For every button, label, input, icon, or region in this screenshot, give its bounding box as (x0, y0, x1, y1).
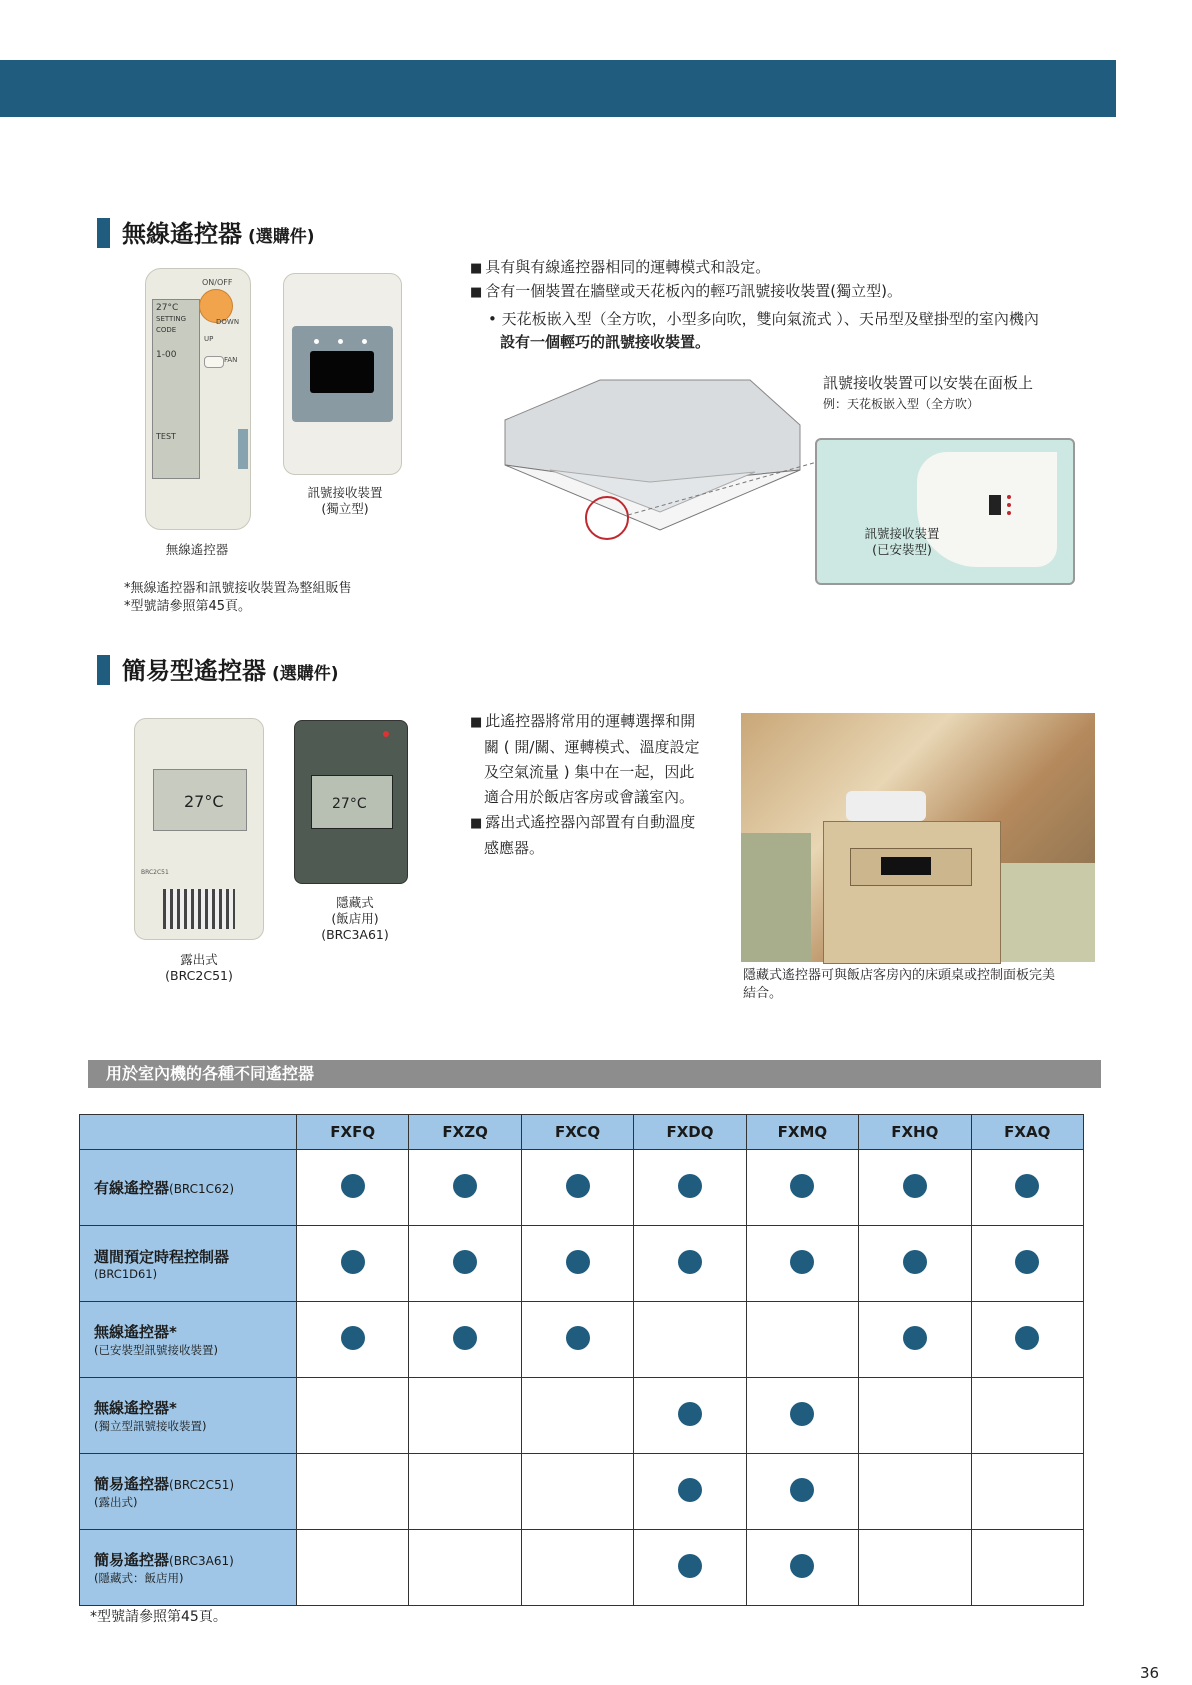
table-row (80, 1378, 1084, 1454)
availability-dot (678, 1554, 702, 1578)
remote-lcd (153, 769, 247, 831)
table-cell (634, 1302, 746, 1378)
cassette-body (505, 380, 800, 485)
remote-lcd (152, 299, 200, 479)
lcd-temp: 27°C (184, 792, 224, 811)
down-label: DOWN (216, 318, 240, 326)
availability-dot (790, 1250, 814, 1274)
row-label-model: (BRC1C62) (169, 1182, 235, 1196)
bullet-text: 關 ( 開/關、運轉模式、溫度設定 (484, 738, 700, 756)
column-header: FXMQ (746, 1115, 858, 1150)
section-subtitle: (選購件) (272, 664, 339, 684)
table-cell (746, 1150, 858, 1226)
availability-dot (566, 1174, 590, 1198)
section-title-simple (97, 651, 339, 686)
table-cell (746, 1226, 858, 1302)
table-cell (859, 1150, 971, 1226)
wireless-remote-label: 無線遙控器 (165, 542, 229, 557)
availability-dot (1015, 1326, 1039, 1350)
title-marker (97, 218, 110, 248)
table-header-row (80, 1115, 1084, 1150)
table-row (80, 1454, 1084, 1530)
lcd-time: 1-00 (156, 350, 177, 360)
row-label-main-line (94, 1246, 295, 1267)
row-label (80, 1530, 297, 1606)
row-label (80, 1226, 297, 1302)
table-cell (859, 1378, 971, 1454)
row-label-main: 簡易遙控器 (94, 1475, 170, 1493)
table-cell (521, 1226, 633, 1302)
receiver-label-sub: (獨立型) (321, 501, 369, 516)
indicator-light (1007, 495, 1011, 499)
section1-bullets (470, 256, 1090, 304)
compatibility-table (79, 1114, 1084, 1606)
table-cell (634, 1150, 746, 1226)
installed-label-sub: (已安裝型) (872, 542, 932, 557)
exposed-remote-image (134, 718, 264, 940)
availability-dot (1015, 1174, 1039, 1198)
fan-button (204, 356, 224, 368)
row-label-main: 有線遙控器 (94, 1179, 170, 1197)
availability-dot (453, 1326, 477, 1350)
table-cell (746, 1378, 858, 1454)
remote-lcd (311, 775, 393, 829)
table-row (80, 1226, 1084, 1302)
wireless-remote-image (145, 268, 251, 530)
remote-brand: BRC2C51 (141, 869, 169, 876)
column-header: FXFQ (297, 1115, 409, 1150)
receiver-standalone-image (283, 273, 402, 475)
availability-dot (903, 1326, 927, 1350)
row-label-sub: (隱藏式：飯店用) (94, 1571, 184, 1585)
table-cell (409, 1378, 521, 1454)
row-label (80, 1150, 297, 1226)
availability-dot (341, 1250, 365, 1274)
control-panel (850, 848, 972, 886)
bullet-text: ■ 此遙控器將常用的運轉選擇和開 (470, 709, 730, 735)
footnote: *無線遙控器和訊號接收裝置為整組販售 (124, 581, 352, 596)
table-cell (634, 1454, 746, 1530)
availability-dot (341, 1174, 365, 1198)
caption-line: 結合。 (743, 986, 783, 1001)
availability-dot (341, 1326, 365, 1350)
exposed-model: (BRC2C51) (165, 968, 233, 983)
lcd-temp: 27°C (156, 303, 179, 313)
row-label (80, 1302, 297, 1378)
row-label-model: (BRC2C51) (169, 1478, 235, 1492)
table-cell (859, 1302, 971, 1378)
cassette-unit-image (495, 370, 825, 550)
bullet-text: ■ 露出式遙控器內部置有自動溫度 (470, 810, 730, 836)
table-cell (971, 1454, 1083, 1530)
availability-dot (790, 1554, 814, 1578)
table-cell (409, 1150, 521, 1226)
bullet-text: 及空氣流量 ) 集中在一起，因此 (484, 763, 695, 781)
concealed-label-main: 隱藏式 (336, 895, 374, 910)
receiver-label-main: 訊號接收裝置 (307, 485, 383, 500)
table-body (80, 1150, 1084, 1606)
table-cell (746, 1454, 858, 1530)
table-cell (859, 1226, 971, 1302)
lcd-test: TEST (156, 432, 176, 441)
table-title-bar: 用於室內機的各種不同遙控器 (88, 1060, 1101, 1088)
telephone (846, 791, 926, 821)
lcd-temp: 27°C (332, 796, 367, 812)
section1-subnote (488, 308, 1098, 354)
table-cell (634, 1530, 746, 1606)
bed-right (999, 863, 1095, 962)
table-footnote: *型號請參照第45頁。 (90, 1609, 227, 1625)
table-cell (297, 1150, 409, 1226)
availability-dot (678, 1478, 702, 1502)
panel-display (881, 857, 931, 875)
hotel-room-photo (741, 713, 1095, 962)
row-label-main: 週間預定時程控制器 (94, 1248, 230, 1266)
table-cell (971, 1530, 1083, 1606)
concealed-label-sub: (飯店用) (331, 911, 379, 926)
installed-label-main: 訊號接收裝置 (864, 526, 940, 541)
row-label (80, 1454, 297, 1530)
table-cell (521, 1302, 633, 1378)
indicator-light (314, 339, 319, 344)
table-cell (297, 1530, 409, 1606)
exposed-label-main: 露出式 (180, 952, 218, 967)
availability-dot (903, 1250, 927, 1274)
indicator-light (1007, 511, 1011, 515)
availability-dot (678, 1174, 702, 1198)
table-cell (634, 1226, 746, 1302)
section-title-wireless (97, 214, 315, 249)
panel-note (823, 372, 1033, 412)
table-cell (971, 1226, 1083, 1302)
availability-dot (903, 1174, 927, 1198)
table-cell (409, 1302, 521, 1378)
receiver-label (290, 485, 400, 517)
bullet-text: 適合用於飯店客房或會議室內。 (484, 788, 695, 806)
availability-dot (790, 1174, 814, 1198)
title-marker (97, 655, 110, 685)
footnote: *型號請參照第45頁。 (124, 599, 252, 614)
table-cell (521, 1378, 633, 1454)
lcd-setting: SETTING CODE (156, 315, 187, 334)
table-cell (746, 1302, 858, 1378)
caption-line: 隱藏式遙控器可與飯店客房內的床頭桌或控制面板完美 (743, 968, 1056, 983)
panel-example: 例：天花板嵌入型（全方吹） (823, 397, 980, 411)
bullet-text: 感應器。 (484, 839, 545, 857)
row-label-main-line (94, 1549, 295, 1570)
table-row (80, 1530, 1084, 1606)
nightstand (823, 821, 1001, 964)
table-cell (409, 1530, 521, 1606)
table-cell (297, 1302, 409, 1378)
table-row (80, 1302, 1084, 1378)
section1-footnotes (124, 580, 352, 616)
table-cell (971, 1150, 1083, 1226)
indicator-light (1007, 503, 1011, 507)
up-label: UP (204, 335, 214, 343)
indicator-light (338, 339, 343, 344)
table-cell (971, 1378, 1083, 1454)
section-title-text: 簡易型遙控器 (122, 657, 266, 685)
row-label-main-line (94, 1321, 295, 1342)
row-label-sub: (已安裝型訊號接收裝置) (94, 1343, 218, 1357)
column-header: FXCQ (521, 1115, 633, 1150)
subnote-line: • 天花板嵌入型（全方吹，小型多向吹，雙向氣流式 ）、天吊型及壁掛型的室內機內 (488, 310, 1039, 328)
installed-receiver-panel (815, 438, 1075, 585)
indicator-light (383, 731, 389, 737)
table-cell (297, 1454, 409, 1530)
row-label-main-line (94, 1177, 295, 1198)
row-label-main: 無線遙控器* (94, 1399, 177, 1417)
section2-bullets (470, 709, 730, 861)
bullet-text: ■ 含有一個裝置在牆壁或天花板內的輕巧訊號接收裝置(獨立型)。 (470, 280, 1090, 304)
receiver-window (310, 351, 374, 393)
table-cell (634, 1378, 746, 1454)
page-number: 36 (1140, 1664, 1160, 1682)
column-header: FXDQ (634, 1115, 746, 1150)
table-header-blank (80, 1115, 297, 1150)
table-cell (409, 1226, 521, 1302)
column-header: FXAQ (971, 1115, 1083, 1150)
column-header: FXZQ (409, 1115, 521, 1150)
table-row (80, 1150, 1084, 1226)
section-subtitle: (選購件) (248, 227, 315, 247)
table-cell (859, 1454, 971, 1530)
row-label-main: 簡易遙控器 (94, 1551, 170, 1569)
row-label-model: (BRC3A61) (169, 1554, 234, 1568)
availability-dot (453, 1174, 477, 1198)
row-label (80, 1378, 297, 1454)
availability-dot (1015, 1250, 1039, 1274)
concealed-label (310, 895, 400, 943)
table-cell (521, 1530, 633, 1606)
table-cell (297, 1226, 409, 1302)
row-label-main: 無線遙控器* (94, 1323, 177, 1341)
installed-label (842, 526, 962, 558)
concealed-remote-image (294, 720, 408, 884)
indicator-light (362, 339, 367, 344)
bed-left (741, 833, 811, 962)
exposed-label (154, 952, 244, 984)
row-label-sub: (露出式) (94, 1495, 138, 1509)
fan-label: FAN (224, 356, 238, 364)
onoff-label: ON/OFF (202, 278, 233, 287)
availability-dot (678, 1250, 702, 1274)
table-cell (297, 1378, 409, 1454)
row-label-main-line (94, 1397, 295, 1418)
column-header: FXHQ (859, 1115, 971, 1150)
photo-caption (743, 967, 1093, 1003)
table-cell (746, 1530, 858, 1606)
table-cell (859, 1530, 971, 1606)
row-label-sub: (BRC1D61) (94, 1267, 158, 1281)
table-cell (409, 1454, 521, 1530)
availability-dot (566, 1326, 590, 1350)
panel-note-text: 訊號接收裝置可以安裝在面板上 (823, 374, 1034, 392)
availability-dot (790, 1402, 814, 1426)
receiver-window-installed (989, 495, 1001, 515)
bullet-text: ■ 具有與有線遙控器相同的運轉模式和設定。 (470, 256, 1090, 280)
availability-dot (453, 1250, 477, 1274)
brand-mark (238, 429, 248, 469)
header-band (0, 60, 1116, 117)
table-cell (521, 1454, 633, 1530)
concealed-model: (BRC3A61) (321, 927, 389, 942)
table-cell (521, 1150, 633, 1226)
availability-dot (566, 1250, 590, 1274)
availability-dot (790, 1478, 814, 1502)
section-title-text: 無線遙控器 (122, 220, 242, 248)
row-label-main-line (94, 1473, 295, 1494)
receiver-panel (292, 326, 393, 422)
row-label-sub: (獨立型訊號接收裝置) (94, 1419, 207, 1433)
vent-slots (163, 889, 235, 929)
subnote-line: 設有一個輕巧的訊號接收裝置。 (500, 333, 711, 351)
availability-dot (678, 1402, 702, 1426)
table-cell (971, 1302, 1083, 1378)
